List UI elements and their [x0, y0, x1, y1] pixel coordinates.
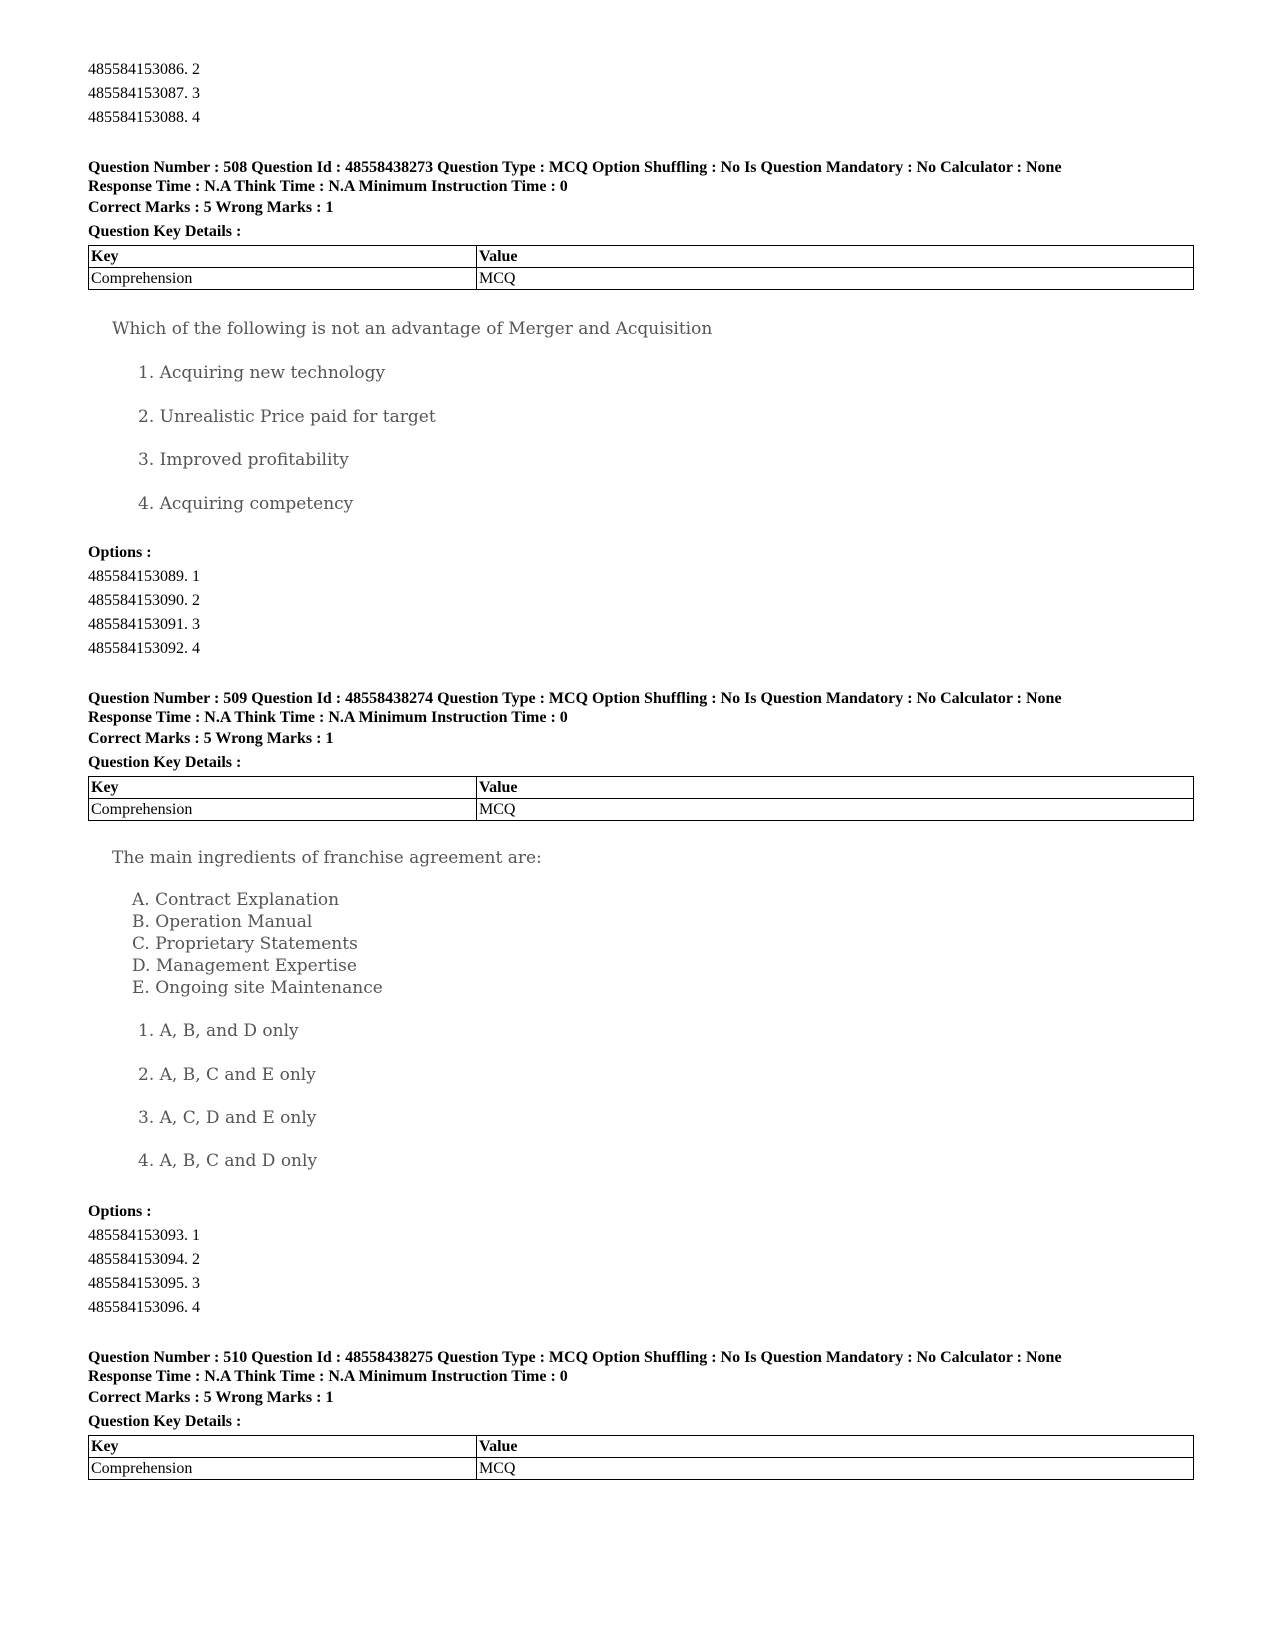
- question-509-options: [88, 1200, 1194, 1320]
- table-cell-key: Comprehension: [89, 799, 477, 821]
- question-choice: 2. A, B, C and E only: [138, 1065, 316, 1085]
- question-choice: 2. Unrealistic Price paid for target: [138, 407, 436, 427]
- table-cell-value: MCQ: [477, 799, 1194, 821]
- question-509-image: [112, 848, 812, 1188]
- option-line: 485584153096. 4: [88, 1299, 200, 1316]
- option-line: 485584153088. 4: [88, 109, 200, 126]
- question-statement: D. Management Expertise: [132, 956, 357, 976]
- option-line: 485584153086. 2: [88, 61, 200, 78]
- option-line: 485584153090. 2: [88, 592, 200, 609]
- table-header-key: Key: [89, 246, 477, 268]
- option-line: 485584153092. 4: [88, 640, 200, 657]
- question-stem: Which of the following is not an advantage of Merger and Acquisition: [112, 319, 713, 339]
- question-key-details-label: Question Key Details :: [88, 1413, 242, 1430]
- question-508-meta: [88, 158, 1194, 290]
- question-choice: 1. A, B, and D only: [138, 1021, 299, 1041]
- option-line: 485584153087. 3: [88, 85, 200, 102]
- previous-options-list: [88, 58, 1194, 130]
- question-choice: 4. Acquiring competency: [138, 494, 354, 514]
- question-header: Question Number : 509 Question Id : 48558438274 Question Type : MCQ Option Shuffling : No Is Question Mandatory : No Calculator : None: [88, 690, 1062, 707]
- table-row: [89, 799, 1194, 821]
- question-key-details-label: Question Key Details :: [88, 223, 242, 240]
- question-marks: Correct Marks : 5 Wrong Marks : 1: [88, 199, 334, 216]
- question-key-table: [88, 1435, 1194, 1480]
- table-header-key: Key: [89, 1436, 477, 1458]
- table-header-row: [89, 246, 1194, 268]
- question-header: Question Number : 508 Question Id : 48558438273 Question Type : MCQ Option Shuffling : No Is Question Mandatory : No Calculator : None: [88, 159, 1062, 176]
- table-cell-value: MCQ: [477, 1458, 1194, 1480]
- question-key-details-label: Question Key Details :: [88, 754, 242, 771]
- option-line: 485584153094. 2: [88, 1251, 200, 1268]
- question-timing: Response Time : N.A Think Time : N.A Minimum Instruction Time : 0: [88, 709, 568, 726]
- question-marks: Correct Marks : 5 Wrong Marks : 1: [88, 730, 334, 747]
- option-line: 485584153091. 3: [88, 616, 200, 633]
- question-timing: Response Time : N.A Think Time : N.A Minimum Instruction Time : 0: [88, 178, 568, 195]
- table-header-row: [89, 777, 1194, 799]
- option-line: 485584153093. 1: [88, 1227, 200, 1244]
- question-statement: A. Contract Explanation: [132, 890, 340, 910]
- question-marks: Correct Marks : 5 Wrong Marks : 1: [88, 1389, 334, 1406]
- table-row: [89, 1458, 1194, 1480]
- question-key-table: [88, 245, 1194, 290]
- question-508-options: [88, 541, 1194, 661]
- table-cell-key: Comprehension: [89, 268, 477, 290]
- question-508-image: [112, 319, 812, 529]
- options-label: Options :: [88, 1203, 152, 1220]
- table-header-value: Value: [477, 777, 1194, 799]
- question-510-meta: [88, 1348, 1194, 1480]
- option-line: 485584153095. 3: [88, 1275, 200, 1292]
- table-header-value: Value: [477, 246, 1194, 268]
- question-key-table: [88, 776, 1194, 821]
- question-509-meta: [88, 689, 1194, 821]
- question-choice: 3. A, C, D and E only: [138, 1108, 317, 1128]
- table-cell-key: Comprehension: [89, 1458, 477, 1480]
- table-header-key: Key: [89, 777, 477, 799]
- question-statement: B. Operation Manual: [132, 912, 313, 932]
- question-stem: The main ingredients of franchise agreement are:: [112, 848, 542, 868]
- question-statement: C. Proprietary Statements: [132, 934, 358, 954]
- question-choice: 4. A, B, C and D only: [138, 1151, 318, 1171]
- question-header: Question Number : 510 Question Id : 48558438275 Question Type : MCQ Option Shuffling : No Is Question Mandatory : No Calculator : None: [88, 1349, 1062, 1366]
- table-cell-value: MCQ: [477, 268, 1194, 290]
- option-line: 485584153089. 1: [88, 568, 200, 585]
- table-header-row: [89, 1436, 1194, 1458]
- question-choice: 3. Improved profitability: [138, 450, 349, 470]
- options-label: Options :: [88, 544, 152, 561]
- table-header-value: Value: [477, 1436, 1194, 1458]
- question-choice: 1. Acquiring new technology: [138, 363, 386, 383]
- table-row: [89, 268, 1194, 290]
- question-statement: E. Ongoing site Maintenance: [132, 978, 383, 998]
- question-timing: Response Time : N.A Think Time : N.A Minimum Instruction Time : 0: [88, 1368, 568, 1385]
